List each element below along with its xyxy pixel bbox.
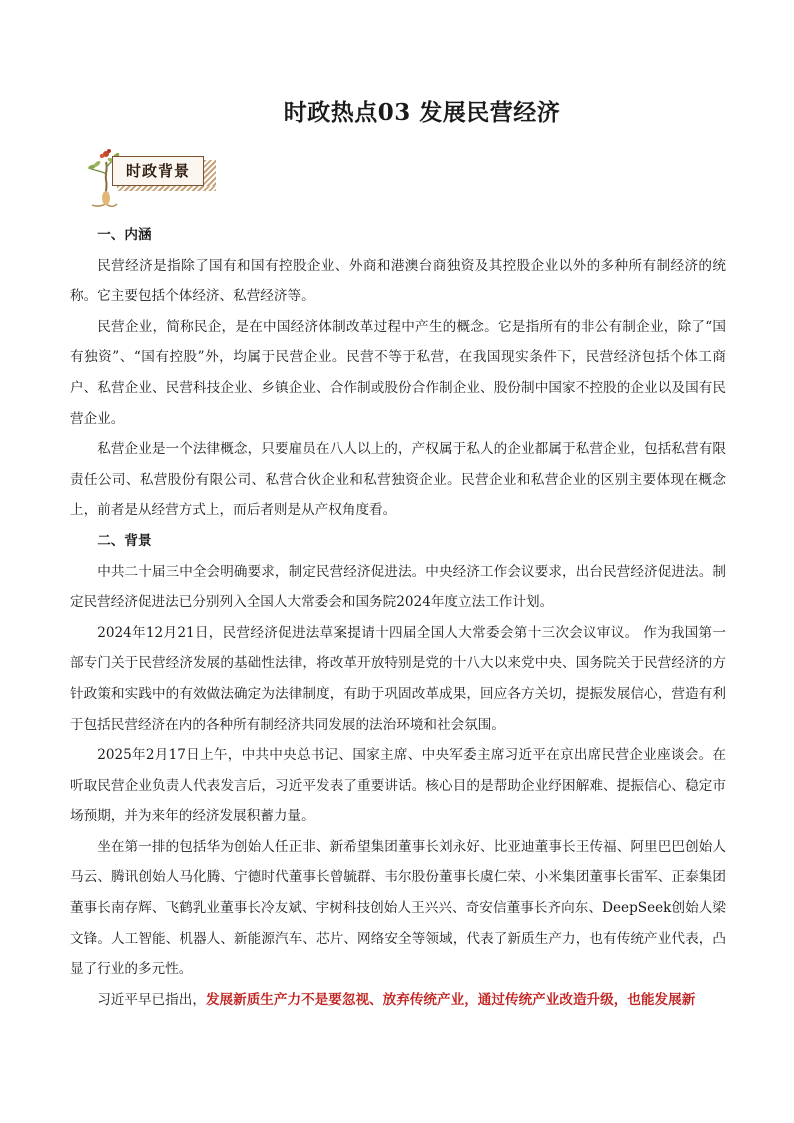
paragraph: [70, 985, 726, 1016]
paragraph: 坐在第一排的包括华为创始人任正非、新希望集团董事长刘永好、比亚迪董事长王传福、阿里巴巴创始人马云、腾讯创始人马化腾、宁德时代董事长曾毓群、韦尔股份董事长虞仁荣、小米集团董事长雷军、正泰集团董事长南存辉、飞鹤乳业董事长冷友斌、宇树科技创始人王兴兴、奇安信董事长齐向东、DeepSeek创始人梁文锋。人工智能、机器人、新能源汽车、芯片、网络安全等领域，代表了新质生产力，也有传统产业代表，凸显了行业的多元性。: [70, 838, 726, 978]
paragraph-lead: 习近平早已指出，: [97, 991, 206, 1008]
highlighted-quote: 发展新质生产力不是要忽视、放弃传统产业，通过传统产业改造升级，也能发展新: [205, 991, 696, 1008]
section-heading: 一、内涵: [97, 227, 152, 243]
paragraph: 2024年12月21日，民营经济促进法草案提请十四届全国人大常委会第十三次会议审议。 作为我国第一部专门关于民营经济发展的基础性法律，将改革开放特别是党的十八大以来党中央、国务院关于民营经济的方针政策和实践中的有效做法确定为法律制度，有助于巩固改革成果，回应各方关切，提振发展信心，营造有利于包括民营经济在内的各种所有制经济共同发展的法治环境和社会氛围。: [70, 624, 726, 733]
article-body: [70, 220, 726, 1015]
paragraph: 中共二十届三中全会明确要求，制定民营经济促进法。中央经济工作会议要求，出台民营经济促进法。制定民营经济促进法已分别列入全国人大常委会和国务院2024年度立法工作计划。: [70, 563, 726, 611]
paragraph: 民营经济是指除了国有和国有控股企业、外商和港澳台商独资及其控股企业以外的多种所有制经济的统称。它主要包括个体经济、私营经济等。: [70, 257, 726, 305]
paragraph: 私营企业是一个法律概念，只要雇员在八人以上的，产权属于私人的企业都属于私营企业，包括私营有限责任公司、私营股份有限公司、私营合伙企业和私营独资企业。民营企业和私营企业的区别主要体现在概念上，前者是从经营方式上，而后者则是从产权角度看。: [70, 441, 726, 519]
section-badge: [84, 144, 234, 206]
page-title: 时政热点03 发展民营经济: [283, 99, 561, 126]
badge-shadow: [117, 186, 216, 191]
paragraph: 2025年2月17日上午，中共中央总书记、国家主席、中央军委主席习近平在京出席民营企业座谈会。在听取民营企业负责人代表发言后，习近平发表了重要讲话。核心目的是帮助企业纾困解难、提振信心、稳定市场预期，并为来年的经济发展积蓄力量。: [70, 747, 726, 825]
badge-label: 时政背景: [125, 162, 190, 180]
section-heading: 二、背景: [97, 532, 152, 549]
paragraph: 民营企业，简称民企，是在中国经济体制改革过程中产生的概念。它是指所有的非公有制企业，除了“国有独资”、“国有控股”外，均属于民营企业。民营不等于私营，在我国现实条件下，民营经济包括个体工商户、私营企业、民营科技企业、乡镇企业、合作制或股份合作制企业、股份制中国家不控股的企业以及国有民营企业。: [70, 318, 726, 427]
